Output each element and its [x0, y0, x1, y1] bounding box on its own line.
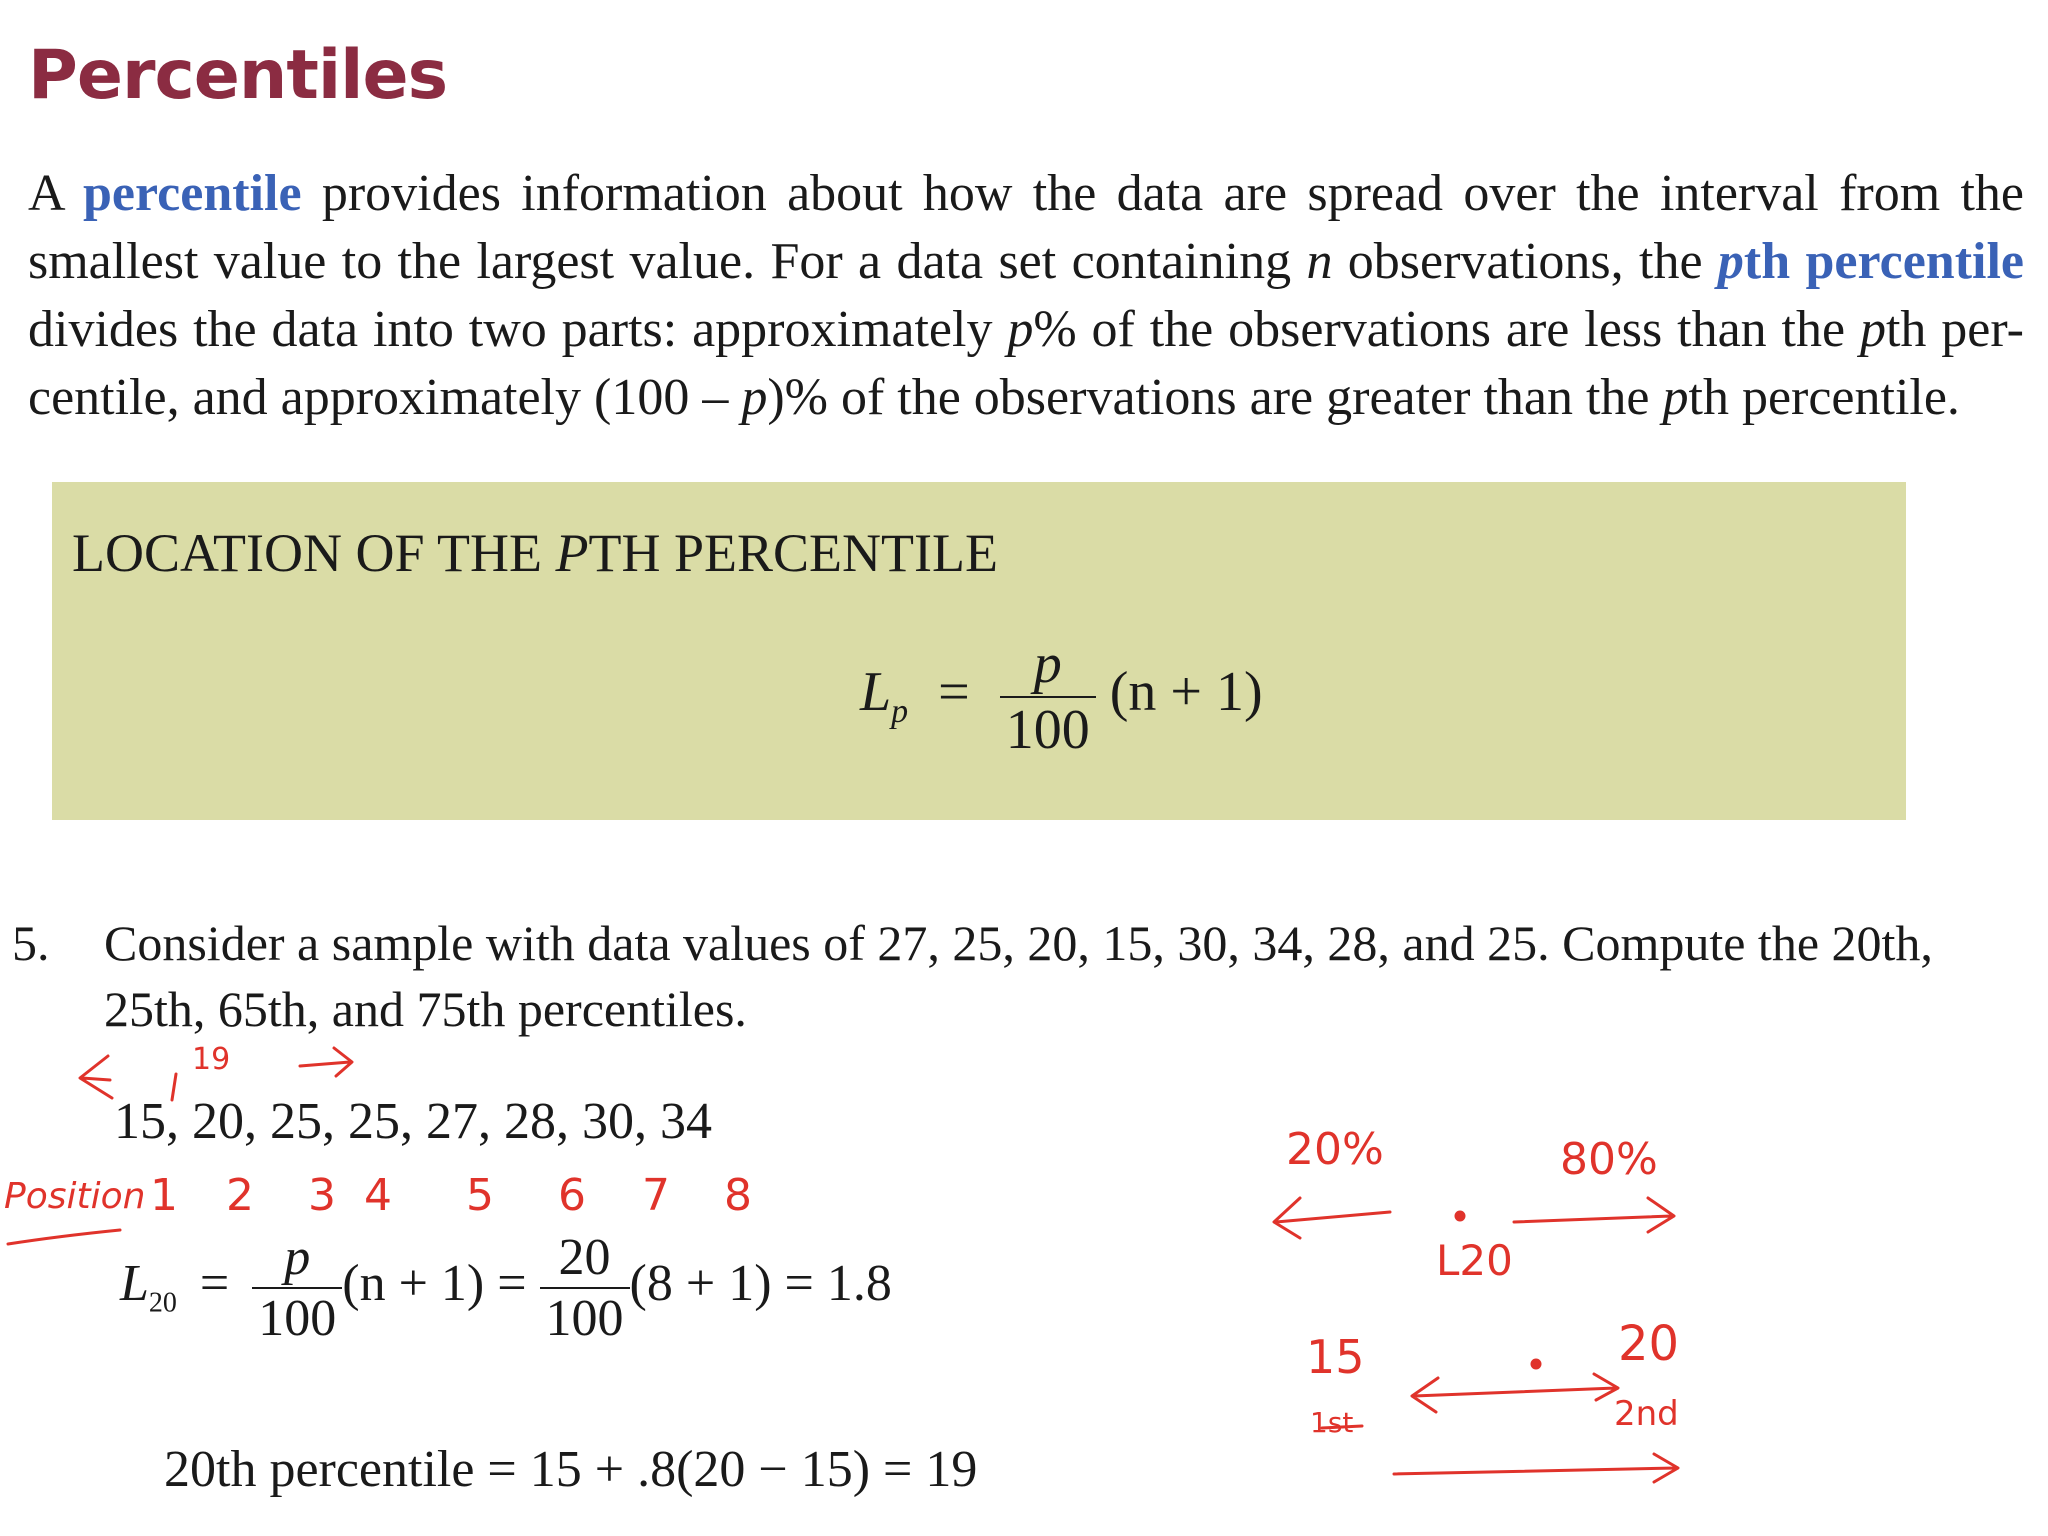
ink-arrow-left	[80, 1056, 112, 1098]
def-text: % of the observations are less than the	[1033, 301, 1860, 358]
ink-position-label: Position	[4, 1176, 146, 1217]
var-n: n	[1306, 233, 1333, 290]
var-p: p	[1859, 301, 1886, 358]
ink-nineteen: 19	[192, 1042, 231, 1077]
problem-text-line2: 25th, 65th, and 75th percentiles.	[104, 981, 747, 1037]
ink-pos-6: 6	[558, 1170, 586, 1221]
ink-first: 1st	[1310, 1406, 1354, 1439]
def-text: observations, the	[1332, 233, 1718, 290]
ink-pos-7: 7	[642, 1170, 670, 1221]
problem-number: 5.	[12, 915, 50, 971]
def-text: provides information about how the data are spread over the interval from the smallest value to the largest value. For a data set containing	[28, 165, 2025, 290]
ink-first-underline	[1322, 1426, 1362, 1428]
term-pth-percentile: th percentile	[1743, 233, 2024, 290]
term-p: p	[1717, 233, 1744, 290]
ink-pos-8: 8	[724, 1170, 752, 1221]
ink-pct-right: 80%	[1560, 1134, 1658, 1185]
def-text: divides the data into two parts: approximately	[28, 301, 1008, 358]
ink-pos-1: 1	[150, 1170, 178, 1221]
ink-l20: L20	[1436, 1236, 1513, 1285]
location-formula: $L_p$ = $\frac{p}{100}$ (n + 1)	[860, 633, 1263, 761]
var-p: p	[741, 369, 768, 426]
ink-pos-3: 3	[308, 1170, 336, 1221]
ink-arrow-right-top	[300, 1048, 352, 1076]
ink-arrow-bottom	[1394, 1454, 1678, 1482]
ink-dot-middle	[1532, 1360, 1540, 1368]
page-title: Percentiles	[28, 36, 448, 115]
def-text: A	[28, 165, 84, 222]
ink-pos-5: 5	[466, 1170, 494, 1221]
ink-arrow-20pct	[1274, 1198, 1390, 1238]
def-text: th per-centile, and approximately (100 –	[28, 301, 2024, 426]
ink-dot-l20	[1456, 1212, 1464, 1220]
ink-pct-left: 20%	[1286, 1124, 1384, 1175]
ink-pos-2: 2	[226, 1170, 254, 1221]
ink-arrow-80pct	[1514, 1198, 1674, 1232]
box-heading: LOCATION OF THE PTH PERCENTILE	[72, 523, 998, 583]
ink-fifteen: 15	[1306, 1330, 1365, 1384]
l20-calculation: $L_{20}$ = $\frac{p}{100}$ (n + 1) = $\frac{20}{100}$ (8 + 1) = 1.8	[120, 1229, 892, 1347]
def-text: th percentile.	[1688, 369, 1960, 426]
formula-fraction: $\frac{p}{100}$	[1000, 632, 1096, 762]
ink-position-underline	[8, 1230, 120, 1244]
ink-arrow-middle	[1412, 1374, 1618, 1412]
ink-twenty: 20	[1618, 1316, 1680, 1372]
def-text: )% of the observations are greater than the	[767, 369, 1663, 426]
var-p: p	[1662, 369, 1689, 426]
ink-tick	[172, 1074, 176, 1100]
var-p: p	[1007, 301, 1034, 358]
ink-second: 2nd	[1614, 1394, 1679, 1434]
ink-pos-4: 4	[364, 1170, 392, 1221]
percentile-result: 20th percentile = 15 + .8(20 − 15) = 19	[164, 1441, 978, 1498]
sorted-data: 15, 20, 25, 25, 27, 28, 30, 34	[114, 1093, 712, 1150]
problem-text-line1: Consider a sample with data values of 27, 25, 20, 15, 30, 34, 28, and 25. Compute the 20th,	[104, 915, 1933, 971]
term-percentile: percentile	[83, 165, 302, 222]
